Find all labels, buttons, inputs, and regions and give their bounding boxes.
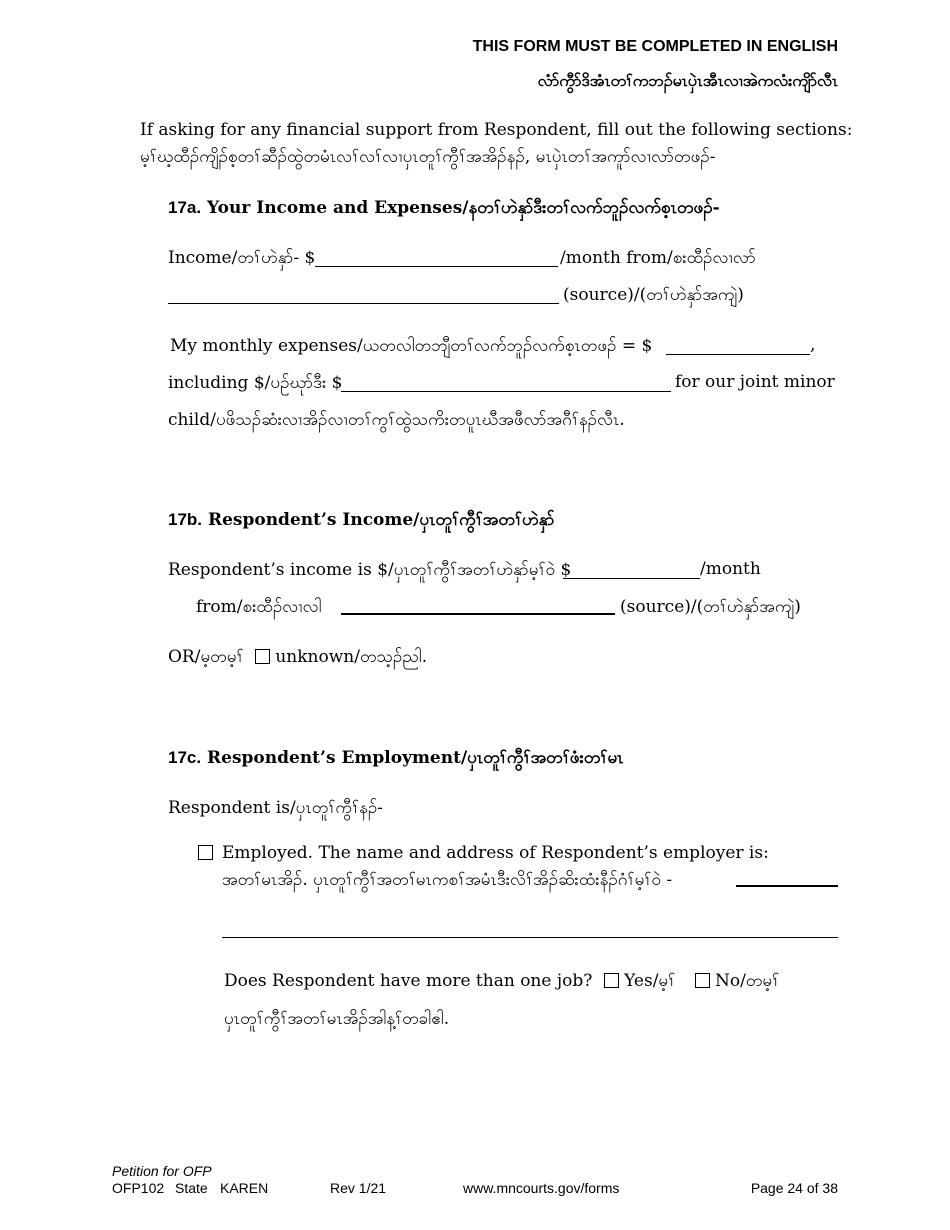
intro-text-karen: မ့ၢ်ဃ့ထီၣ်ကျိၣ်စ့တၢ်ဆီၣ်ထွဲတမံၤလၢ်လၢ်လၢပှၤတူၢ်ကွီၢ်အအိၣ်နၣ်, မၤပှဲၤတၢ်အကူာ်လၢလာ်တဖၣ်- [140, 147, 716, 167]
form-language-notice: THIS FORM MUST BE COMPLETED IN ENGLISH [472, 38, 838, 55]
child-expenses-field[interactable] [341, 391, 671, 392]
employed-label-karen: အတၢ်မၤအိၣ်. ပှၤတူၢ်ကွီၢ်အတၢ်မၤကစၢ်အမံၤဒီးလိၢ်အိၣ်ဆိးထံးနီၣ်ဂံၢ်မ့ၢ်ဝဲ - [222, 870, 673, 890]
monthly-expenses-label: My monthly expenses/ယတလါတဘျီတၢ်လက်ဘူၣ်လက်စ့ၤတဖၣ် = $ [170, 336, 653, 356]
section-number: 17b. [168, 510, 203, 529]
income-source-field[interactable] [168, 303, 559, 304]
employed-label: Employed. The name and address of Respondent’s employer is: [222, 843, 769, 863]
intro-text: If asking for any financial support from Respondent, fill out the following sections: [140, 120, 853, 140]
income-amount-field[interactable] [315, 266, 558, 267]
section-title: Your Income and Expenses/နတၢ်ဟဲနှာ်ဒီးတၢ်လက်ဘူၣ်လက်စ့ၤတဖၣ်- [207, 198, 720, 218]
income-label: Income/တၢ်ဟဲနှာ်- $ [168, 248, 316, 268]
unknown-income-option [168, 646, 427, 671]
income-from-label: /month from/စးထီၣ်လၢလာ် [560, 248, 756, 268]
section-title: Respondent’s Employment/ပှၤတူၢ်ကွီၢ်အတၢ်ဖံးတၢ်မၤ [207, 748, 624, 768]
joint-minor-label: for our joint minor [675, 372, 835, 392]
no-checkbox[interactable] [695, 973, 710, 988]
footer-form-title: Petition for OFP [112, 1163, 212, 1179]
more-job-question: Does Respondent have more than one job? [224, 971, 593, 991]
section-number: 17c. [168, 748, 202, 767]
section-17a-heading [168, 197, 720, 222]
section-17c-heading [168, 747, 624, 772]
respondent-income-field[interactable] [563, 578, 700, 579]
employer-name-address-field-2[interactable] [222, 937, 838, 938]
more-job-question-karen: ပှၤတူၢ်ကွီၢ်အတၢ်မၤအိၣ်အါန့ၢ်တခါဧါ. [224, 1009, 450, 1029]
income-source-label: (source)/(တၢ်ဟဲနှာ်အကျဲ) [563, 285, 744, 305]
respondent-is-label: Respondent is/ပှၤတူၢ်ကွီၢ်နၣ်- [168, 798, 384, 818]
per-month-label: /month [700, 559, 761, 579]
including-label: including $/ပဉ်ဃုာ်ဒီး $ [168, 373, 343, 393]
employer-name-address-field[interactable] [736, 885, 838, 887]
respondent-income-label: Respondent’s income is $/ပှၤတူၢ်ကွီၢ်အတၢ်ဟဲနှာ်မ့ၢ်ဝဲ $ [168, 560, 572, 580]
expenses-comma: , [810, 335, 816, 355]
income-from-label: from/စးထီၣ်လၢလါ [196, 597, 322, 617]
employed-checkbox[interactable] [198, 845, 213, 860]
yes-label: Yes/မ့ၢ် [624, 971, 676, 991]
footer-website[interactable]: www.mncourts.gov/forms [463, 1180, 620, 1196]
footer-form-code: OFP102 [112, 1180, 165, 1196]
unknown-label: unknown/တသ့ၣ်ညါ. [275, 647, 428, 667]
or-label: OR/မ့တမ့ၢ် [168, 647, 244, 667]
monthly-expenses-field[interactable] [666, 354, 810, 355]
income-source-label: (source)/(တၢ်ဟဲနှာ်အကျဲ) [620, 597, 801, 617]
child-label: child/ပဖိသၣ်ဆံးလၢအိၣ်လၢတၢ်ကွၢ်ထွဲသကိးတပူၤဃီအဖီလာ်အဂီၢ်နၣ်လီၤ. [168, 410, 625, 430]
section-title: Respondent’s Income/ပှၤတူၢ်ကွီၢ်အတၢ်ဟဲနှာ် [207, 510, 555, 530]
unknown-checkbox[interactable] [255, 649, 270, 664]
more-than-one-job-question [224, 970, 779, 995]
section-17b-heading [168, 509, 554, 534]
footer-state: State [175, 1180, 208, 1196]
no-label: No/တမ့ၢ် [715, 971, 780, 991]
footer-revision: Rev 1/21 [330, 1180, 387, 1196]
footer-page-number: Page 24 of 38 [750, 1180, 838, 1196]
section-number: 17a. [168, 198, 202, 217]
yes-checkbox[interactable] [604, 973, 619, 988]
footer-language: KAREN [220, 1180, 269, 1196]
respondent-income-source-field[interactable] [341, 613, 615, 615]
form-language-notice-karen: လံာ်ကွီာ်ဒိအံၤတၢ်ကဘၣ်မၤပှဲၤအီၤလၢအဲကလံးကျိာ်လီၤ [537, 73, 838, 90]
